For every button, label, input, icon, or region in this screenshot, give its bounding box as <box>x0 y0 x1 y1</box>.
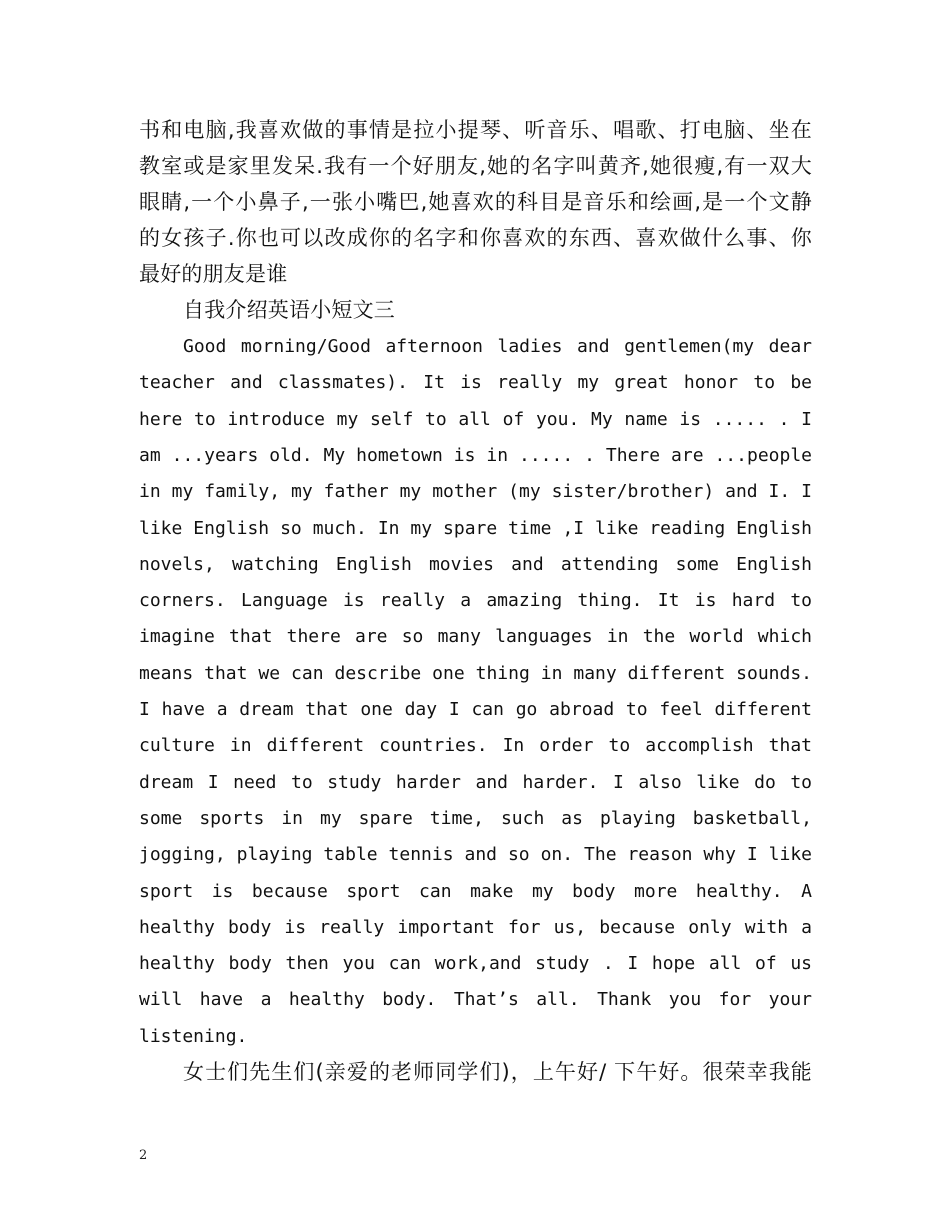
essay-line: culture in different countries. In order to accomplish that <box>139 735 812 757</box>
text-line: 女士们先生们(亲爱的老师同学们)，上午好/ 下午好。很荣幸我能 <box>183 1060 812 1084</box>
essay-line: healthy body is really important for us, because only with a <box>139 916 812 938</box>
page-number: 2 <box>139 1148 148 1163</box>
text-line: 书和电脑,我喜欢做的事情是拉小提琴、听音乐、唱歌、打电脑、坐在 <box>139 118 812 142</box>
essay-line: some sports in my spare time, such as playing basketball, <box>139 807 812 829</box>
text-line: 眼睛,一个小鼻子,一张小嘴巴,她喜欢的科目是音乐和绘画,是一个文静 <box>139 190 812 214</box>
essay-line: novels, watching English movies and attending some English <box>139 553 812 575</box>
essay-line: imagine that there are so many languages in the world which <box>139 626 812 648</box>
essay-line: means that we can describe one thing in many different sounds. <box>139 662 812 684</box>
text-line: 教室或是家里发呆.我有一个好朋友,她的名字叫黄齐,她很瘦,有一双大 <box>139 154 812 178</box>
essay-line: will have a healthy body. That’s all. Thank you for your <box>139 989 812 1011</box>
essay-line: listening. <box>139 1025 248 1047</box>
essay-line: dream I need to study harder and harder. I also like do to <box>139 771 812 793</box>
essay-line: am ...years old. My hometown is in ..... . There are ...people <box>139 444 812 466</box>
text-line: 的女孩子.你也可以改成你的名字和你喜欢的东西、喜欢做什么事、你 <box>139 226 812 250</box>
essay-line: teacher and classmates). It is really my great honor to be <box>139 372 812 394</box>
essay-line: here to introduce my self to all of you. My name is ..... . I <box>139 408 812 430</box>
essay-line: jogging, playing table tennis and so on. The reason why I like <box>139 844 812 866</box>
essay-line: in my family, my father my mother (my sister/brother) and I. I <box>139 481 812 503</box>
essay-line: corners. Language is really a amazing thing. It is hard to <box>139 590 812 612</box>
essay-line: sport is because sport can make my body more healthy. A <box>139 880 812 902</box>
essay-line: Good morning/Good afternoon ladies and gentlemen(my dear <box>183 336 812 357</box>
section-heading: 自我介绍英语小短文三 <box>183 298 395 322</box>
text-line: 最好的朋友是谁 <box>139 262 288 286</box>
essay-line: like English so much. In my spare time ,I like reading English <box>139 517 812 539</box>
essay-line: healthy body then you can work,and study . I hope all of us <box>139 953 812 975</box>
essay-line: I have a dream that one day I can go abroad to feel different <box>139 699 812 720</box>
